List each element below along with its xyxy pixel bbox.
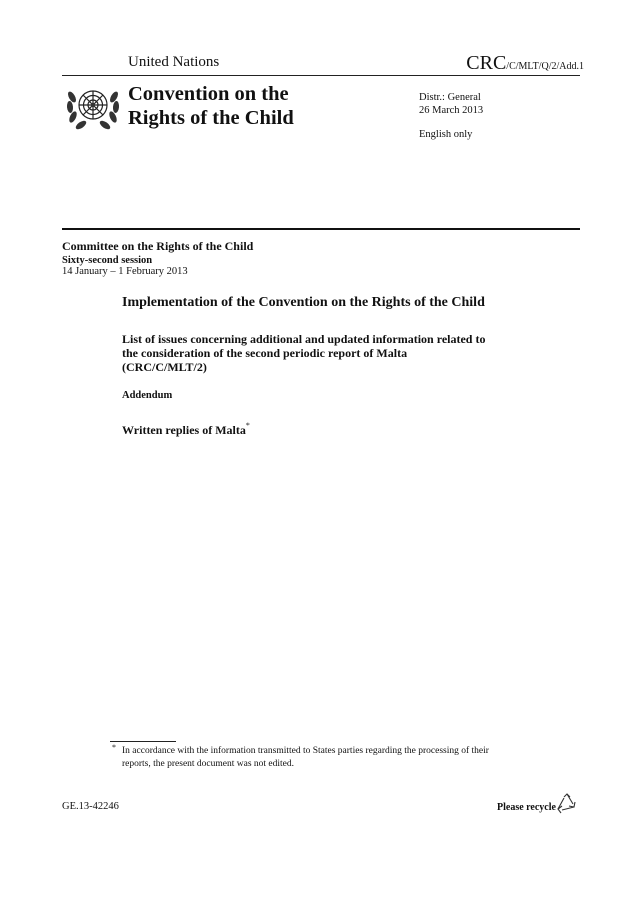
replies-text: Written replies of Malta: [122, 423, 246, 437]
session-dates: 14 January – 1 February 2013: [62, 266, 188, 277]
footnote-line: reports, the present document was not edited.: [122, 759, 295, 769]
recycle-icon: [555, 793, 579, 815]
document-symbol: [466, 52, 584, 75]
header-rule: [62, 75, 580, 76]
addendum-label: Addendum: [122, 390, 173, 401]
recycle-label: Please recycle: [497, 802, 556, 813]
un-emblem-icon: [64, 81, 122, 133]
footnote-reference[interactable]: *: [245, 421, 250, 430]
main-heading: Implementation of the Convention on the Rights of the Child: [122, 295, 485, 310]
document-number: GE.13-42246: [62, 801, 119, 812]
title-line: Convention on the: [128, 83, 289, 105]
footnote-line: In accordance with the information transmitted to States parties regarding the processing of their: [122, 746, 489, 756]
footnote-text: [122, 745, 522, 771]
subheading: [122, 332, 542, 374]
session-name: Sixty-second session: [62, 255, 153, 266]
publication-title: [128, 82, 294, 130]
organization-name: United Nations: [128, 54, 220, 70]
section-rule: [62, 228, 580, 230]
language-note: English only: [419, 129, 473, 140]
footnote-rule: [110, 741, 176, 742]
subheading-line: (CRC/C/MLT/2): [122, 360, 207, 374]
distribution: Distr.: General: [419, 92, 481, 103]
footnote-mark: *: [112, 743, 116, 752]
symbol-suffix: /C/MLT/Q/2/Add.1: [506, 61, 584, 72]
subheading-line: List of issues concerning additional and updated information related to: [122, 332, 486, 346]
distribution-block: [419, 91, 483, 117]
title-line: Rights of the Child: [128, 107, 294, 129]
committee-name: Committee on the Rights of the Child: [62, 239, 254, 253]
subheading-line: the consideration of the second periodic report of Malta: [122, 346, 408, 360]
replies-title: [122, 421, 250, 438]
symbol-main: CRC: [466, 52, 507, 74]
issue-date: 26 March 2013: [419, 105, 484, 116]
